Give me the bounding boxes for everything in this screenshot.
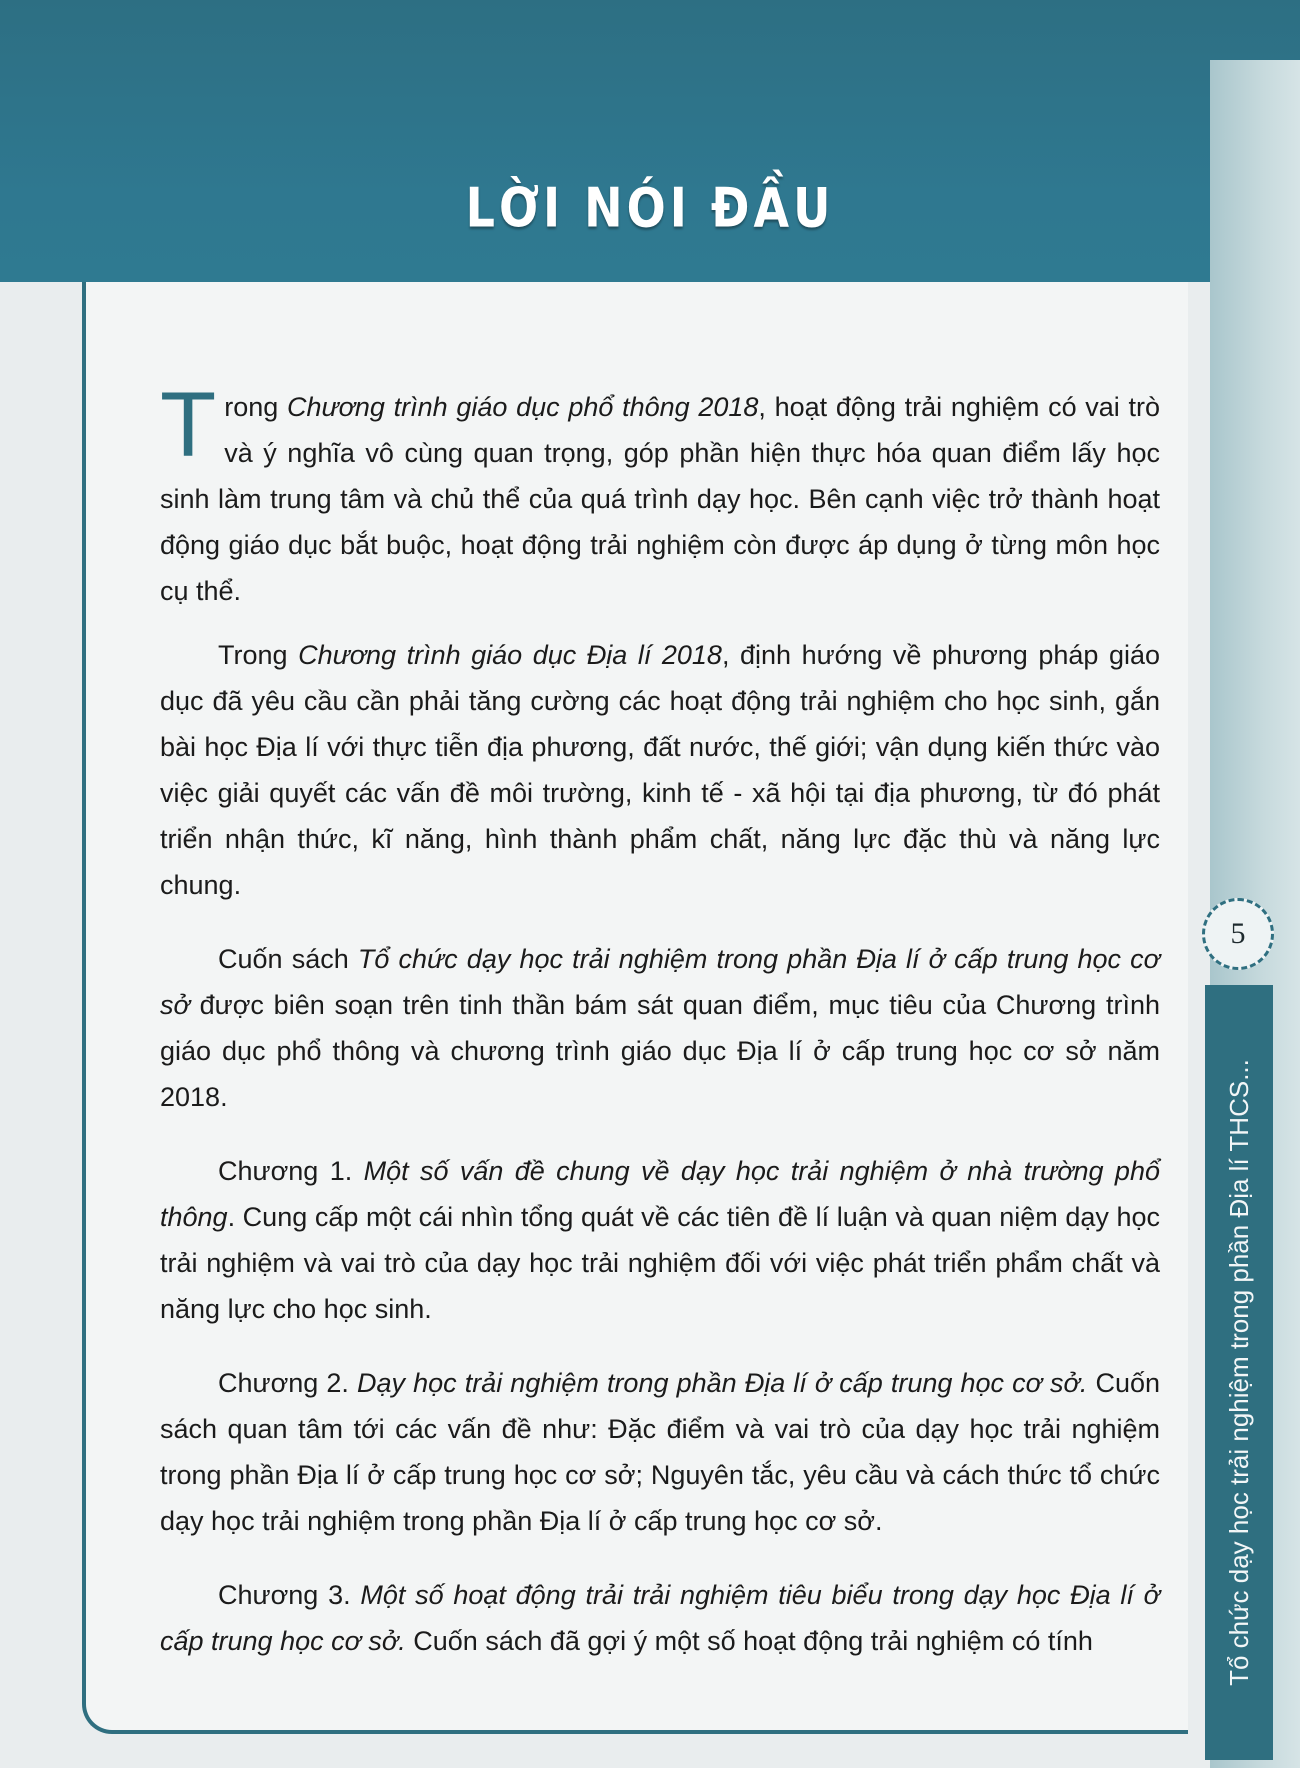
paragraph-5-text-c: Cuốn sách quan tâm tới các vấn đề như: Đặc điểm và vai trò của dạy học trải nghiệm trong phần Địa lí ở cấp trung học cơ sở; Nguyên tắc, yêu cầu và cách thức tổ chức dạy học trải nghiệm trong phần Địa lí ở cấp trung học cơ sở. [160,1368,1160,1536]
paragraph-1-text-a: rong [224,392,287,422]
body-text [160,374,1161,1664]
paragraph-2 [160,632,1160,908]
drop-cap: T [160,374,217,476]
paragraph-1-italic: Chương trình giáo dục phổ thông 2018 [286,392,759,422]
paragraph-3-text-a: Cuốn sách [218,944,358,974]
paragraph-6 [160,1572,1160,1664]
paragraph-3-italic: Tổ chức dạy học trải nghiệm trong phần Địa lí ở cấp trung học cơ sở [160,944,1160,1020]
paragraph-6-text-c: Cuốn sách đã gợi ý một số hoạt động trải nghiệm có tính [405,1626,1093,1656]
running-title-box [1205,985,1273,1760]
paragraph-4-text-a: Chương 1. [218,1156,364,1186]
page-title: LỜI NÓI ĐẦU [465,176,835,240]
paragraph-5-italic: Dạy học trải nghiệm trong phần Địa lí ở cấp trung học cơ sở. [357,1368,1088,1398]
paragraph-5-text-a: Chương 2. [218,1368,358,1398]
paragraph-5 [160,1360,1160,1544]
paragraph-2-text-a: Trong [218,640,299,670]
paragraph-3-text-c: được biên soạn trên tinh thần bám sát quan điểm, mục tiêu của Chương trình giáo dục phổ thông và chương trình giáo dục Địa lí ở cấp trung học cơ sở năm 2018. [160,990,1160,1112]
paragraph-6-italic: Một số hoạt động trải trải nghiệm tiêu biểu trong dạy học Địa lí ở cấp trung học cơ sở. [160,1580,1160,1656]
paragraph-2-italic: Chương trình giáo dục Địa lí 2018 [298,640,722,670]
header-banner [0,0,1300,282]
paragraph-3 [160,936,1160,1120]
page-number: 5 [1202,898,1274,970]
paragraph-6-text-a: Chương 3. [218,1580,361,1610]
paragraph-4 [160,1148,1160,1332]
running-title: Tổ chức dạy học trải nghiệm trong phần Địa lí THCS... [1223,1059,1254,1686]
paragraph-4-italic: Một số vấn đề chung về dạy học trải nghiệm ở nhà trường phổ thông [160,1156,1160,1232]
paragraph-2-text-c: , định hướng về phương pháp giáo dục đã yêu cầu cần phải tăng cường các hoạt động trải nghiệm cho học sinh, gắn bài học Địa lí với thực tiễn địa phương, đất nước, thế giới; vận dụng kiến thức vào việc giải quyết các vấn đề môi trường, kinh tế - xã hội tại địa phương, từ đó phát triển nhận thức, kĩ năng, hình thành phẩm chất, năng lực đặc thù và năng lực chung. [160,640,1160,900]
paragraph-1 [160,374,1161,614]
paragraph-4-text-c: . Cung cấp một cái nhìn tổng quát về các tiên đề lí luận và quan niệm dạy học trải nghiệm và vai trò của dạy học trải nghiệm đối với việc phát triển phẩm chất và năng lực cho học sinh. [160,1202,1160,1324]
paragraph-1-text-c: , hoạt động trải nghiệm có vai trò và ý nghĩa vô cùng quan trọng, góp phần hiện thực hóa quan điểm lấy học sinh làm trung tâm và chủ thể của quá trình dạy học. Bên cạnh việc trở thành hoạt động giáo dục bắt buộc, hoạt động trải nghiệm còn được áp dụng ở từng môn học cụ thể. [160,392,1161,606]
